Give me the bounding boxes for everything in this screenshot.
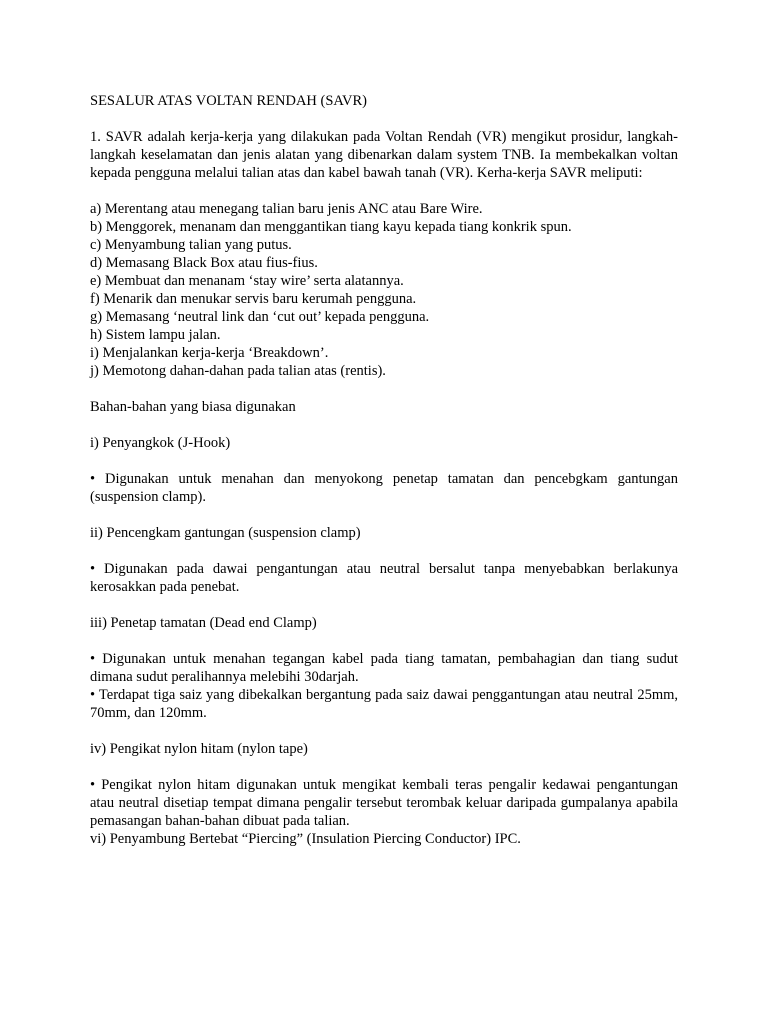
list-item: e) Membuat dan menanam ‘stay wire’ serta alatannya. bbox=[90, 273, 404, 289]
list-item: j) Memotong dahan-dahan pada talian atas (rentis). bbox=[90, 363, 386, 379]
list-item: i) Menjalankan kerja-kerja ‘Breakdown’. bbox=[90, 345, 329, 361]
materials-heading: Bahan-bahan yang biasa digunakan bbox=[90, 399, 296, 415]
item-description: • Pengikat nylon hitam digunakan untuk mengikat kembali teras pengalir kedawai pengantungan atau neutral disetiap tempat dimana pengalir tersebut terombak keluar daripada gumpalanya apabila pemasangan bahan-bahan dibuat pada talian. bbox=[90, 777, 678, 829]
document-page bbox=[90, 92, 678, 848]
list-item: d) Memasang Black Box atau fius-fius. bbox=[90, 255, 318, 271]
item-description: • Digunakan pada dawai pengantungan atau neutral bersalut tanpa menyebabkan berlakunya kerosakkan pada penebat. bbox=[90, 561, 678, 595]
item-heading: iv) Pengikat nylon hitam (nylon tape) bbox=[90, 741, 308, 757]
list-item: a) Merentang atau menegang talian baru jenis ANC atau Bare Wire. bbox=[90, 201, 483, 217]
list-item: h) Sistem lampu jalan. bbox=[90, 327, 221, 343]
item-heading: iii) Penetap tamatan (Dead end Clamp) bbox=[90, 615, 317, 631]
intro-paragraph: 1. SAVR adalah kerja-kerja yang dilakukan pada Voltan Rendah (VR) mengikut prosidur, langkah-langkah keselamatan dan jenis alatan yang dibenarkan dalam system TNB. Ia membekalkan voltan kepada pengguna melalui talian atas dan kabel bawah tanah (VR). Kerha-kerja SAVR meliputi: bbox=[90, 129, 678, 181]
list-item: f) Menarik dan menukar servis baru kerumah pengguna. bbox=[90, 291, 417, 307]
list-item: b) Menggorek, menanam dan menggantikan tiang kayu kepada tiang konkrik spun. bbox=[90, 219, 572, 235]
item-description: • Digunakan untuk menahan tegangan kabel pada tiang tamatan, pembahagian dan tiang sudut dimana sudut peralihannya melebihi 30darjah. bbox=[90, 651, 678, 685]
item-heading: vi) Penyambung Bertebat “Piercing” (Insulation Piercing Conductor) IPC. bbox=[90, 831, 521, 847]
list-item: g) Memasang ‘neutral link dan ‘cut out’ kepada pengguna. bbox=[90, 309, 430, 325]
task-list bbox=[90, 200, 678, 380]
document-title: SESALUR ATAS VOLTAN RENDAH (SAVR) bbox=[90, 93, 367, 109]
item-heading: ii) Pencengkam gantungan (suspension clamp) bbox=[90, 525, 361, 541]
list-item: c) Menyambung talian yang putus. bbox=[90, 237, 292, 253]
item-description: • Digunakan untuk menahan dan menyokong penetap tamatan dan pencebgkam gantungan (suspension clamp). bbox=[90, 471, 678, 505]
item-description: • Terdapat tiga saiz yang dibekalkan bergantung pada saiz dawai penggantungan atau neutral 25mm, 70mm, dan 120mm. bbox=[90, 687, 678, 721]
item-heading: i) Penyangkok (J-Hook) bbox=[90, 435, 231, 451]
